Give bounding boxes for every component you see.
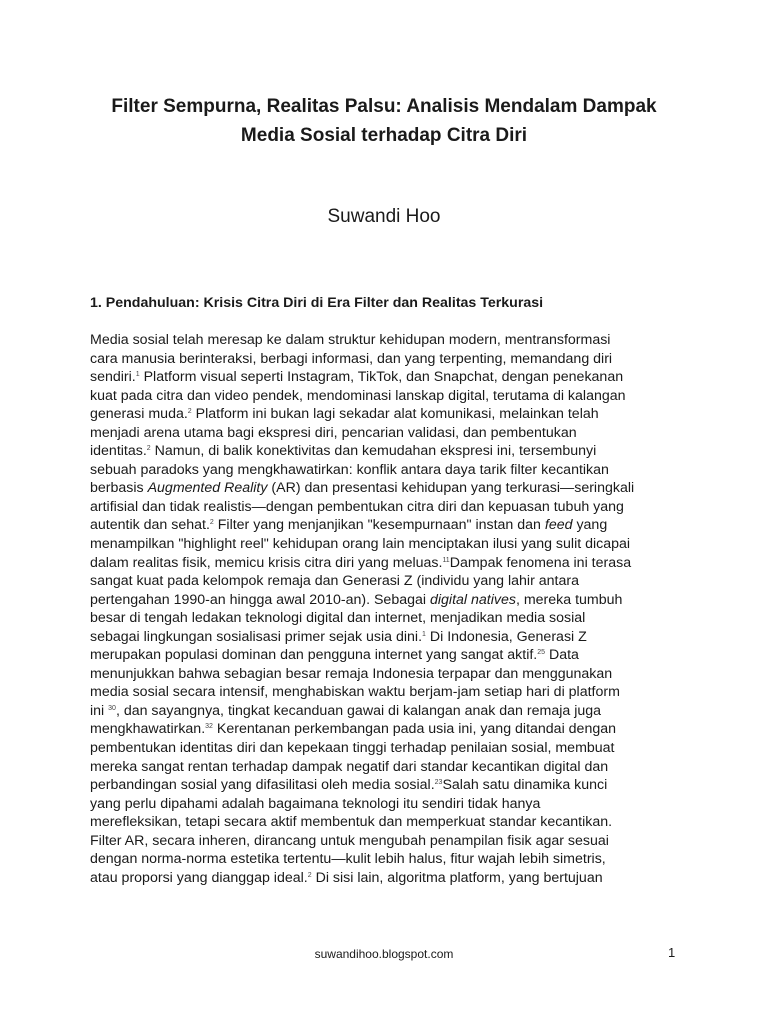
text-run: cara manusia berinteraksi, berbagi informasi, dan yang terpenting, memandang diri xyxy=(90,350,613,367)
text-run: Kerentanan perkembangan pada usia ini, yang ditandai dengan xyxy=(212,721,617,738)
footnote-ref: 30 xyxy=(108,704,116,712)
text-run: media sosial secara intensif, menghabiskan waktu berjam-jam setiap hari di platform xyxy=(90,684,620,701)
text-run: menjadi arena utama bagi ekspresi diri, pencarian validasi, dan pembentukan xyxy=(90,424,577,441)
body-line xyxy=(90,609,690,628)
text-run: ini xyxy=(90,702,109,719)
text-run: Filter AR, secara inheren, dirancang untuk mengubah penampilan fisik agar sesuai xyxy=(90,832,609,849)
body-line xyxy=(90,387,690,406)
footnote-ref: 2 xyxy=(307,871,312,879)
text-run: perbandingan sosial yang difasilitasi oleh media sosial. xyxy=(90,777,435,794)
body-line xyxy=(90,795,690,814)
footer-url: suwandihoo.blogspot.com xyxy=(314,947,454,961)
footnote-ref: 1 xyxy=(135,371,140,379)
author-name: Suwandi Hoo xyxy=(327,206,441,227)
body-line xyxy=(90,591,690,610)
text-run: sebuah paradoks yang mengkhawatirkan: konflik antara daya tarik filter kecantikan xyxy=(90,461,609,478)
footnote-ref: 25 xyxy=(537,649,546,657)
text-run: Di sisi lain, algoritma platform, yang bertujuan xyxy=(311,869,603,886)
body-line xyxy=(90,813,690,832)
text-run: yang perlu dipahami adalah bagaimana teknologi itu sendiri tidak hanya xyxy=(90,795,541,812)
italic-term: feed xyxy=(544,517,573,534)
body-line xyxy=(90,628,690,647)
text-run: generasi muda. xyxy=(90,406,188,423)
text-run: atau proporsi yang dianggap ideal. xyxy=(90,869,308,886)
footnote-ref: 2 xyxy=(187,408,192,416)
text-run: yang xyxy=(572,517,608,534)
footnote-ref: 32 xyxy=(205,723,213,731)
text-run: mengkhawatirkan. xyxy=(90,721,206,738)
text-run: sendiri. xyxy=(90,369,136,386)
body-line xyxy=(90,516,690,535)
text-run: Dampak fenomena ini terasa xyxy=(449,554,632,571)
body-line xyxy=(90,683,690,702)
body-line xyxy=(90,776,690,795)
text-run: kuat pada citra dan video pendek, mendominasi lanskap digital, terutama di kalangan xyxy=(90,387,626,404)
italic-term: digital natives xyxy=(429,591,516,608)
body-line xyxy=(90,368,690,387)
body-line xyxy=(90,479,690,498)
text-run: merefleksikan, tetapi secara aktif membentuk dan memperkuat standar kecantikan. xyxy=(90,814,613,831)
body-line xyxy=(90,572,690,591)
text-run: sebagai lingkungan sosialisasi primer sejak usia dini. xyxy=(90,628,423,645)
text-run: menampilkan "highlight reel" kehidupan orang lain menciptakan ilusi yang sulit dicapai xyxy=(90,536,631,553)
body-line xyxy=(90,498,690,517)
footnote-ref: 11 xyxy=(442,556,450,564)
text-run: Namun, di balik konektivitas dan kemudahan ekspresi ini, tersembunyi xyxy=(150,443,597,460)
text-run: menunjukkan bahwa sebagian besar remaja Indonesia terpapar dan menggunakan xyxy=(90,665,613,682)
text-run: identitas. xyxy=(90,443,147,460)
document-title xyxy=(70,92,698,150)
text-run: Data xyxy=(545,647,579,664)
text-run: Di Indonesia, Generasi Z xyxy=(425,628,587,645)
text-run: merupakan populasi dominan dan pengguna internet yang sangat aktif. xyxy=(90,647,538,664)
text-run: Platform ini bukan lagi sekadar alat komunikasi, melainkan telah xyxy=(191,406,599,423)
text-run: Media sosial telah meresap ke dalam struktur kehidupan modern, mentransformasi xyxy=(90,332,611,348)
text-run: (AR) dan presentasi kehidupan yang terkurasi—seringkali xyxy=(267,480,635,497)
body-line xyxy=(90,461,690,480)
text-run: berbasis xyxy=(90,480,148,497)
text-run: Platform visual seperti Instagram, TikTok, dan Snapchat, dengan penekanan xyxy=(139,369,624,386)
body-line xyxy=(90,424,690,443)
body-line xyxy=(90,832,690,851)
body-line xyxy=(90,442,690,461)
body-line xyxy=(90,758,690,777)
text-run: artifisial dan tidak realistis—dengan pembentukan citra diri dan kepuasan tubuh yang xyxy=(90,498,624,515)
title-line-2: Media Sosial terhadap Citra Diri xyxy=(240,125,528,146)
body-line xyxy=(90,646,690,665)
italic-term: Augmented Reality xyxy=(147,480,268,497)
section-heading: 1. Pendahuluan: Krisis Citra Diri di Era Filter dan Realitas Terkurasi xyxy=(90,295,544,311)
footnote-ref: 23 xyxy=(434,779,443,787)
text-run: besar di tengah ledakan teknologi digital dan internet, menjadikan media sosial xyxy=(90,610,586,627)
text-run: autentik dan sehat. xyxy=(90,517,210,534)
body-text xyxy=(90,331,690,887)
body-line xyxy=(90,535,690,554)
body-line xyxy=(90,850,690,869)
body-line xyxy=(90,331,690,350)
body-line xyxy=(90,720,690,739)
footnote-ref: 2 xyxy=(146,445,151,453)
page-number: 1 xyxy=(668,945,676,960)
body-line xyxy=(90,739,690,758)
text-run: sangat kuat pada kelompok remaja dan Generasi Z (individu yang lahir antara xyxy=(90,573,579,590)
body-line xyxy=(90,350,690,369)
text-run: , dan sayangnya, tingkat kecanduan gawai di kalangan anak dan remaja juga xyxy=(115,702,602,719)
body-line xyxy=(90,554,690,573)
body-line xyxy=(90,405,690,424)
body-line xyxy=(90,869,690,888)
title-line-1: Filter Sempurna, Realitas Palsu: Analisis Mendalam Dampak xyxy=(111,96,657,117)
text-run: pembentukan identitas diri dan kepekaan tinggi terhadap penilaian sosial, membuat xyxy=(90,740,615,757)
body-line xyxy=(90,702,690,721)
text-run: pertengahan 1990-an hingga awal 2010-an). Sebagai xyxy=(90,591,430,608)
text-run: Salah satu dinamika kunci xyxy=(442,777,608,794)
footnote-ref: 2 xyxy=(209,519,214,527)
body-line xyxy=(90,665,690,684)
footnote-ref: 1 xyxy=(422,630,426,638)
text-run: , mereka tumbuh xyxy=(515,591,623,608)
text-run: mereka sangat rentan terhadap dampak negatif dari standar kecantikan digital dan xyxy=(90,758,609,775)
text-run: dengan norma-norma estetika tertentu—kulit lebih halus, fitur wajah lebih simetris, xyxy=(90,851,606,868)
text-run: Filter yang menjanjikan "kesempurnaan" instan dan xyxy=(213,517,545,534)
text-run: dalam realitas fisik, memicu krisis citra diri yang meluas. xyxy=(90,554,443,571)
